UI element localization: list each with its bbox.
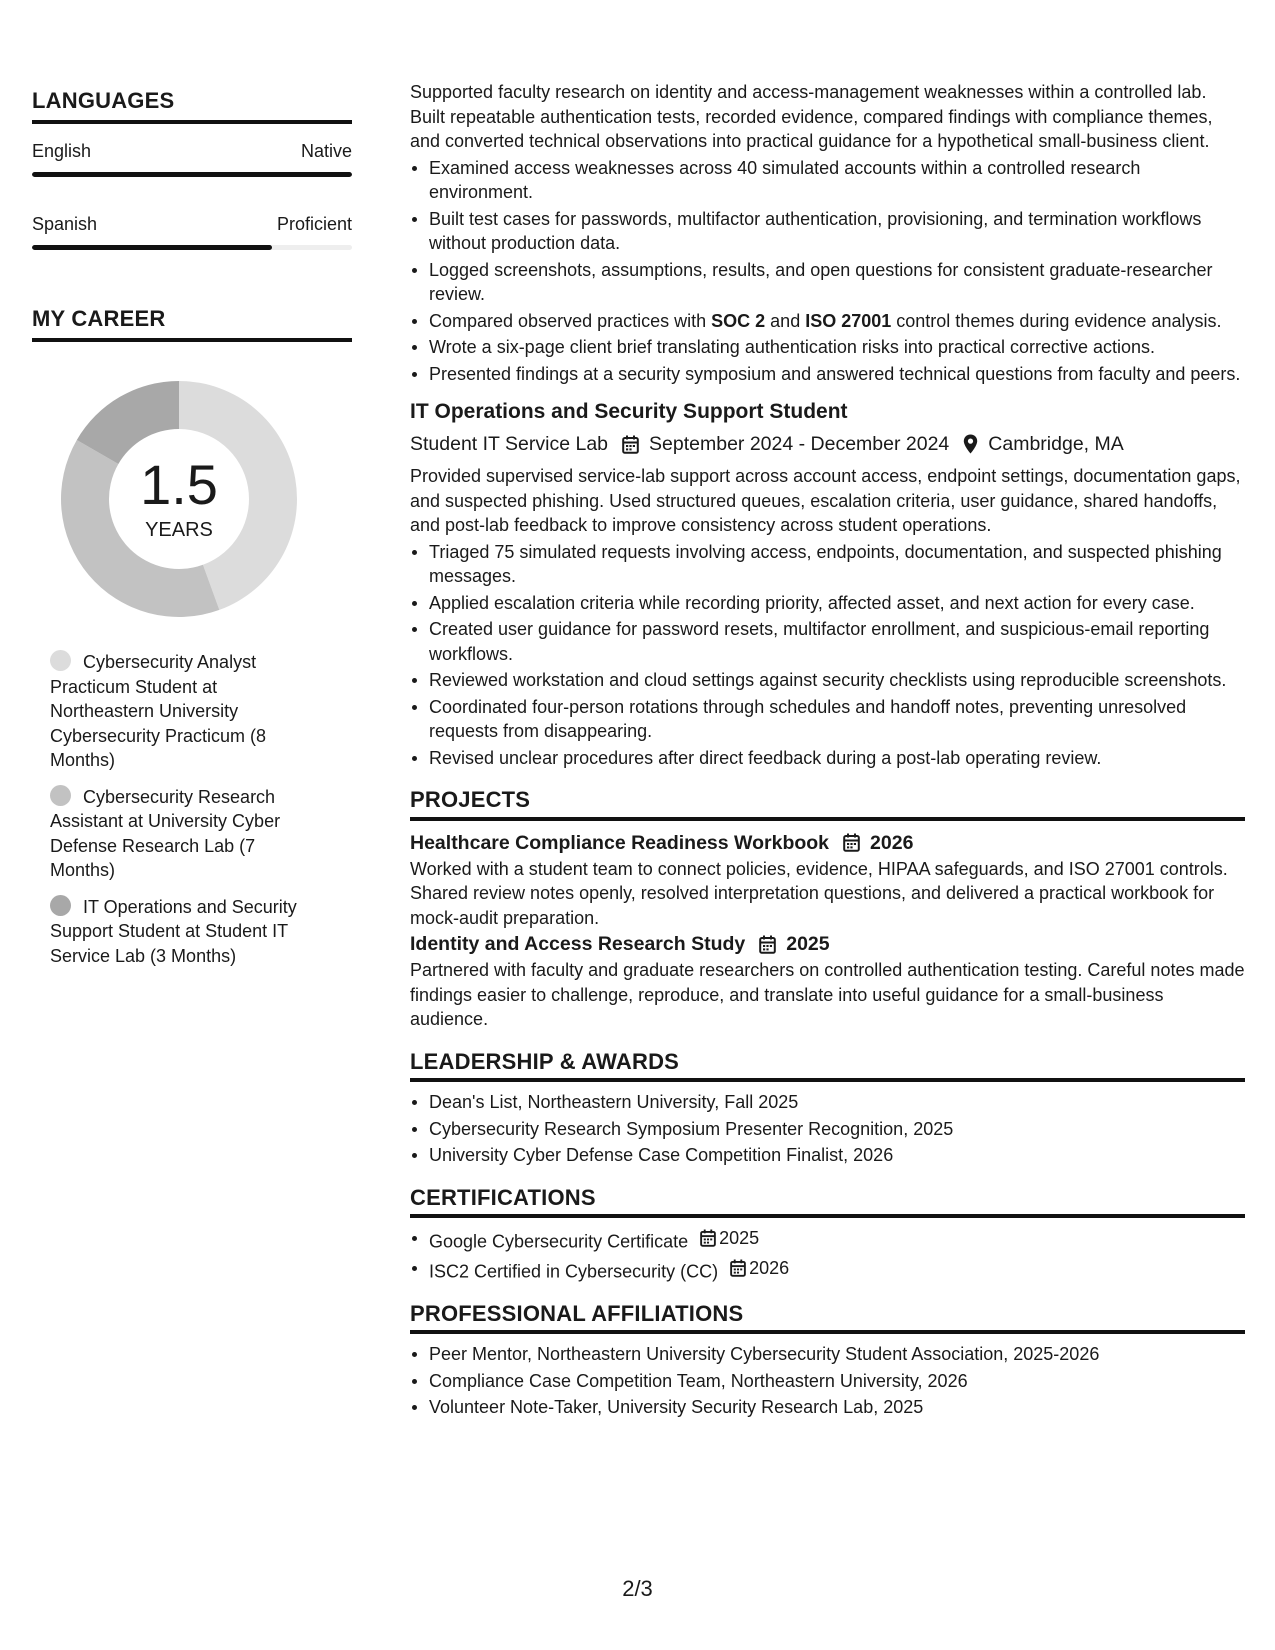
language-level: Proficient [276, 213, 352, 234]
language-proficiency-bar [32, 172, 352, 177]
affiliations-heading: PROFESSIONAL AFFILIATIONS [410, 1302, 1245, 1335]
project-title-row [410, 930, 1245, 958]
list-item: Coordinated four-person rotations through schedules and handoff notes, preventing unresolved requests from disappearing. [410, 695, 1245, 744]
career-legend-item [50, 785, 320, 883]
text-run: control themes during evidence analysis. [891, 310, 1222, 331]
prev-job-summary: Supported faculty research on identity and access-management weaknesses within a controlled lab. Built repeatable authentication tests, recorded evidence, compared findings with compliance themes, and converted technical observations into practical guidance for a hypothetical small-business client. [410, 82, 1213, 151]
projects-heading: PROJECTS [410, 788, 1245, 821]
list-item: Compliance Case Competition Team, Northeastern University, 2026 [410, 1369, 1245, 1394]
text-run: Compared observed practices with [429, 310, 712, 331]
job-dates: September 2024 - December 2024 [649, 433, 950, 455]
list-item: Built test cases for passwords, multifactor authentication, provisioning, and termination workflows without production data. [410, 207, 1245, 256]
certification-name: Google Cybersecurity Certificate [429, 1231, 689, 1252]
certification-name: ISC2 Certified in Cybersecurity (CC) [429, 1261, 719, 1281]
list-item: University Cyber Defense Case Competition Finalist, 2026 [410, 1143, 1245, 1168]
career-donut-chart [54, 374, 304, 624]
language-proficiency-bar [32, 245, 352, 250]
list-item: Wrote a six-page client brief translating authentication risks into practical corrective actions. [410, 335, 1245, 360]
list-item: Revised unclear procedures after direct feedback during a post-lab operating review. [410, 746, 1245, 771]
list-item: Examined access weaknesses across 40 simulated accounts within a controlled research environment. [410, 156, 1245, 205]
calendar-icon [622, 435, 639, 454]
job-bullets [410, 540, 1245, 771]
career-total [54, 374, 304, 624]
language-proficiency-fill [32, 245, 272, 250]
project-item [410, 930, 1245, 1032]
certification-year: 2025 [719, 1228, 760, 1248]
project-title-row [410, 829, 1245, 857]
language-name: Spanish [32, 213, 98, 234]
list-item [410, 1256, 1245, 1284]
calendar-icon [700, 1229, 716, 1247]
project-year: 2025 [786, 933, 830, 955]
project-year: 2026 [870, 831, 914, 854]
legend-dot [50, 650, 71, 671]
job-meta [410, 430, 1245, 458]
job-summary: Provided supervised service-lab support across account access, endpoint settings, documentation gaps, and suspected phishing. Used structured queues, escalation criteria, user guidance, shared handoffs, and post-lab feedback to improve consistency across student operations. [410, 466, 1241, 535]
project-name: Identity and Access Research Study [410, 933, 746, 955]
career-heading: MY CAREER [32, 306, 352, 342]
career-legend [50, 650, 320, 968]
career-legend-item [50, 895, 320, 969]
calendar-icon [759, 935, 776, 954]
text-run: and [765, 310, 806, 331]
legend-dot [50, 895, 71, 916]
languages-heading: LANGUAGES [32, 88, 352, 124]
language-level: Native [300, 140, 352, 161]
list-item: Volunteer Note-Taker, University Security Research Lab, 2025 [410, 1395, 1245, 1420]
job-location: Cambridge, MA [988, 433, 1124, 455]
list-item: Triaged 75 simulated requests involving access, endpoints, documentation, and suspected phishing messages. [410, 540, 1245, 589]
career-total-value: 1.5 [140, 452, 218, 516]
career-total-unit: YEARS [145, 518, 213, 541]
list-item: Applied escalation criteria while recording priority, affected asset, and next action for every case. [410, 591, 1245, 616]
legend-label: IT Operations and Security Support Student at Student IT Service Lab (3 Months) [50, 896, 297, 966]
certifications-heading: CERTIFICATIONS [410, 1186, 1245, 1219]
map-pin-icon [963, 434, 978, 454]
legend-dot [50, 785, 71, 806]
sidebar [32, 88, 352, 980]
language-item [32, 138, 352, 177]
affiliations-list [410, 1342, 1245, 1420]
project-description: Partnered with faculty and graduate researchers on controlled authentication testing. Careful notes made findings easier to challenge, reproduce, and translate into useful guidance for a small-business audience. [410, 960, 1245, 1029]
job-company: Student IT Service Lab [410, 433, 609, 455]
project-name: Healthcare Compliance Readiness Workbook [410, 831, 830, 854]
list-item: Presented findings at a security symposium and answered technical questions from faculty and peers. [410, 362, 1245, 387]
leadership-list [410, 1090, 1245, 1168]
certification-year: 2026 [749, 1257, 790, 1278]
job-title: IT Operations and Security Support Student [410, 400, 848, 423]
language-name: English [32, 140, 92, 161]
bold-term: SOC 2 [711, 310, 766, 331]
languages-list [32, 138, 352, 250]
legend-label: Cybersecurity Analyst Practicum Student at Northeastern University Cybersecurity Practicum (8 Months) [50, 652, 267, 770]
list-item: Reviewed workstation and cloud settings against security checklists using reproducible screenshots. [410, 668, 1245, 693]
list-item: Peer Mentor, Northeastern University Cybersecurity Student Association, 2025-2026 [410, 1342, 1245, 1367]
language-proficiency-fill [32, 172, 352, 177]
calendar-icon [843, 833, 860, 852]
list-item [410, 1226, 1245, 1254]
language-item [32, 211, 352, 250]
project-description: Worked with a student team to connect policies, evidence, HIPAA safeguards, and ISO 27001 controls. Shared review notes openly, resolved interpretation questions, and delivered a practical workbook for mock-audit preparation. [410, 858, 1228, 928]
certifications-list [410, 1226, 1245, 1284]
page-number: 2/3 [622, 1576, 653, 1601]
bold-term: ISO 27001 [805, 310, 892, 331]
main-content [410, 80, 1245, 1422]
legend-label: Cybersecurity Research Assistant at University Cyber Defense Research Lab (7 Months) [50, 786, 281, 880]
list-item [410, 309, 1245, 334]
calendar-icon [730, 1259, 746, 1277]
list-item: Dean's List, Northeastern University, Fall 2025 [410, 1090, 1245, 1115]
prev-job-bullets [410, 156, 1245, 387]
list-item: Logged screenshots, assumptions, results, and open questions for consistent graduate-researcher review. [410, 258, 1245, 307]
career-legend-item [50, 650, 320, 773]
leadership-heading: LEADERSHIP & AWARDS [410, 1050, 1245, 1083]
list-item: Created user guidance for password resets, multifactor enrollment, and suspicious-email reporting workflows. [410, 617, 1245, 666]
list-item: Cybersecurity Research Symposium Presenter Recognition, 2025 [410, 1117, 1245, 1142]
project-item [410, 829, 1245, 931]
